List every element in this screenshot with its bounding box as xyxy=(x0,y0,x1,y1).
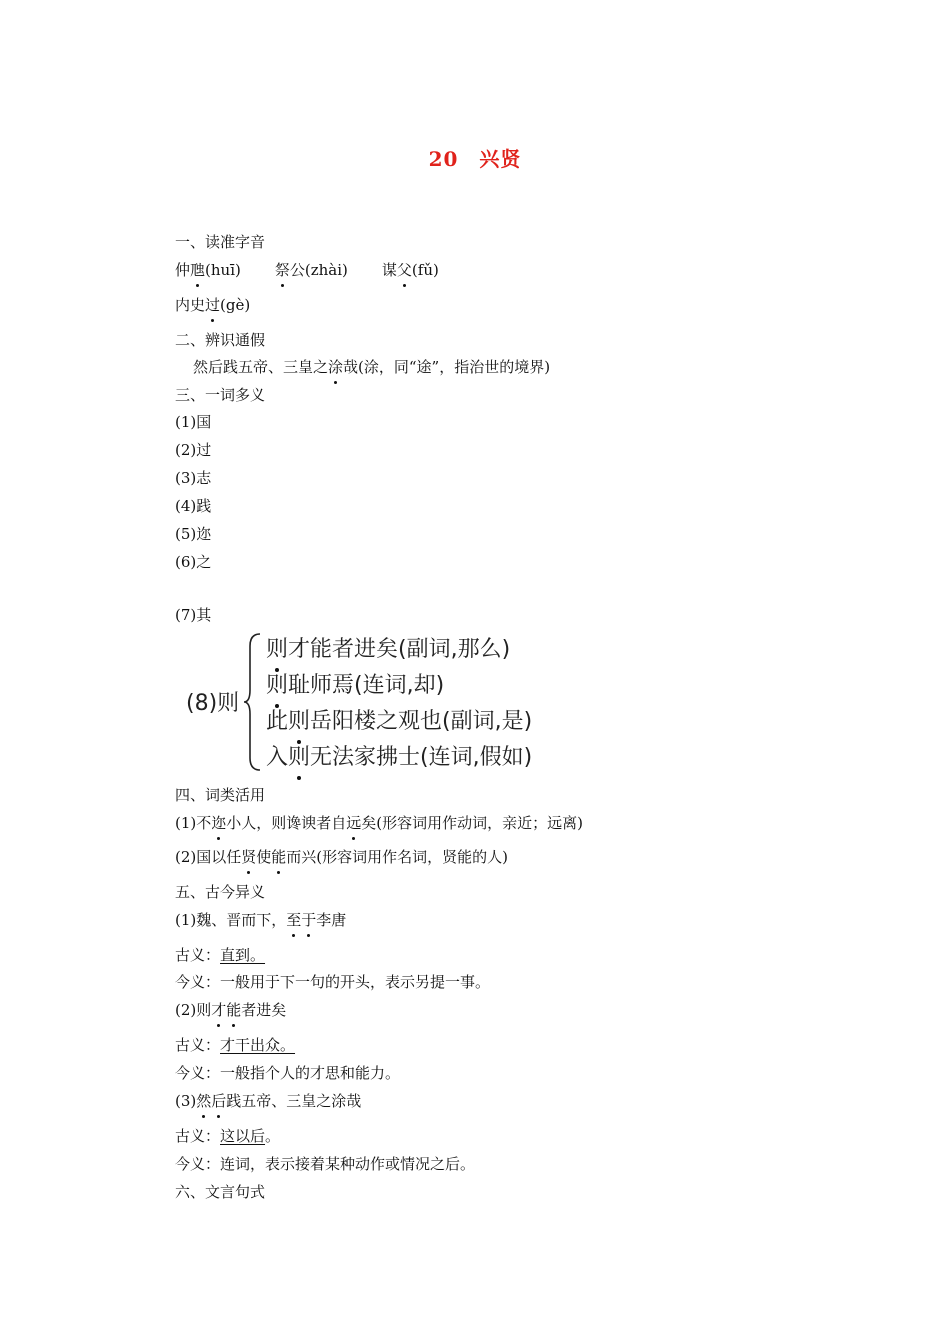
section-5-heading: 五、古今异义 xyxy=(175,883,266,901)
polysemy-item: (5)迩 xyxy=(175,525,212,543)
page-title: 20 兴贤 xyxy=(428,147,522,171)
jin-meaning-3: 今义：连词，表示接着某种动作或情况之后。 xyxy=(175,1155,476,1173)
pron-item-4: 内史过(gè) xyxy=(175,296,251,314)
section-3-heading: 三、一词多义 xyxy=(175,386,266,404)
section-1-heading: 一、读准字音 xyxy=(175,233,266,251)
polysemy-item: (1)国 xyxy=(175,413,212,431)
polysemy-item: (2)过 xyxy=(175,441,212,459)
gujin-example-3: (3)然后践五帝、三皇之涂哉 xyxy=(175,1092,362,1110)
gujin-example-2: (2)则才能者进矣 xyxy=(175,1001,287,1019)
tongjia-sentence: 然后践五帝、三皇之涂哉(涂，同“途”，指治世的境界) xyxy=(193,358,551,376)
gu-meaning-3: 古义：这以后。 xyxy=(175,1127,281,1145)
polysemy-item: (4)践 xyxy=(175,497,212,515)
jin-meaning-1: 今义：一般用于下一句的开头，表示另提一事。 xyxy=(175,973,491,991)
word-class-item-2: (2)国以任贤使能而兴(形容词用作名词，贤能的人) xyxy=(175,848,509,866)
polysemy-item: (7)其 xyxy=(175,606,212,624)
polysemy-item: (3)志 xyxy=(175,469,212,487)
ze-brace-figure xyxy=(186,630,586,775)
brace-label: (8)则 xyxy=(186,691,240,716)
section-2-heading: 二、辨识通假 xyxy=(175,331,266,349)
brace-line: 则才能者进矣(副词,那么) xyxy=(266,632,510,663)
word-class-item-1: (1)不迩小人，则谗谀者自远矣(形容词用作动词，亲近；远离) xyxy=(175,814,584,832)
section-6-heading: 六、文言句式 xyxy=(175,1183,266,1201)
gujin-example-1: (1)魏、晋而下，至于李唐 xyxy=(175,911,347,929)
brace-line: 则耻师焉(连词,却) xyxy=(266,668,444,699)
pronunciation-row xyxy=(175,260,439,280)
gu-meaning-2: 古义：才干出众。 xyxy=(175,1036,296,1054)
pron-item-1: 仲虺(huī) xyxy=(175,261,241,279)
curly-brace-icon xyxy=(242,632,264,772)
polysemy-item: (6)之 xyxy=(175,553,212,571)
pron-item-3: 谋父(fǔ) xyxy=(381,261,439,279)
jin-meaning-2: 今义：一般指个人的才思和能力。 xyxy=(175,1064,401,1082)
brace-line: 此则岳阳楼之观也(副词,是) xyxy=(266,704,532,735)
gu-meaning-1: 古义：直到。 xyxy=(175,946,266,964)
pron-item-2: 祭公(zhài) xyxy=(274,261,348,279)
section-4-heading: 四、词类活用 xyxy=(175,786,266,804)
brace-line: 入则无法家拂士(连词,假如) xyxy=(266,740,532,771)
